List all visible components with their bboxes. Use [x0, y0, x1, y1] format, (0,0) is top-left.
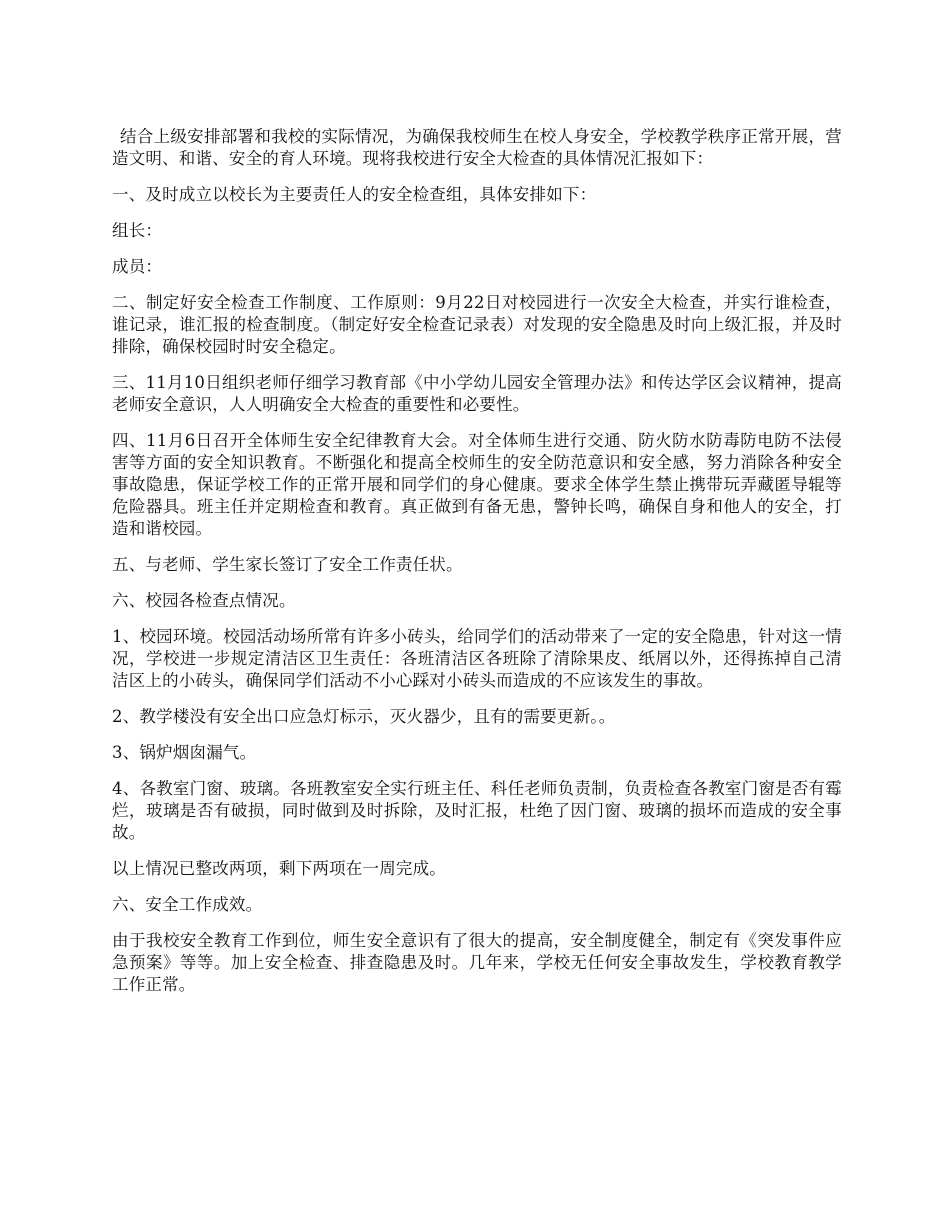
rectification-status: 以上情况已整改两项，剩下两项在一周完成。 [112, 859, 446, 878]
section-3-paragraph: 三、11月10日组织老师仔细学习教育部《中小学幼儿园安全管理办法》和传达学区会议精神，提高老师安全意识，人人明确安全大检查的重要性和必要性。 [112, 373, 842, 414]
document-body [112, 126, 842, 1010]
section-2-paragraph: 二、制定好安全检查工作制度、工作原则：9月22日对校园进行一次安全大检查，并实行谁检查，谁记录，谁汇报的检查制度。（制定好安全检查记录表）对发现的安全隐患及时向上级汇报，并及时排除，确保校园时时安全稳定。 [112, 293, 842, 356]
section-4-paragraph: 四、11月6日召开全体师生安全纪律教育大会。对全体师生进行交通、防火防水防毒防电防不法侵害等方面的安全知识教育。不断强化和提高全校师生的安全防范意识和安全感，努力消除各种安全事故隐患，保证学校工作的正常开展和同学们的身心健康。要求全体学生禁止携带玩弄藏匿导辊等危险器具。班主任并定期检查和教育。真正做到有备无患，警钟长鸣，确保自身和他人的安全，打造和谐校园。 [112, 431, 842, 538]
checkpoint-4-paragraph: 4、各教室门窗、玻璃。各班教室安全实行班主任、科任老师负责制，负责检查各教室门窗是否有霉烂，玻璃是否有破损，同时做到及时拆除，及时汇报，杜绝了因门窗、玻璃的损坏而造成的安全事故。 [112, 779, 842, 842]
section-5-paragraph: 五、与老师、学生家长签订了安全工作责任状。 [112, 555, 463, 574]
group-leader-line: 组长： [112, 221, 163, 240]
section-6-heading: 六、校园各检查点情况。 [112, 591, 296, 610]
intro-paragraph: 结合上级安排部署和我校的实际情况，为确保我校师生在校人身安全，学校教学秩序正常开展，营造文明、和谐、安全的育人环境。现将我校进行安全大检查的具体情况汇报如下： [112, 127, 842, 168]
group-members-line: 成员： [112, 257, 163, 276]
checkpoint-2-paragraph: 2、教学楼没有安全出口应急灯标示，灭火器少，且有的需要更新。。 [112, 707, 616, 726]
results-heading: 六、安全工作成效。 [112, 895, 263, 914]
results-paragraph: 由于我校安全教育工作到位，师生安全意识有了很大的提高，安全制度健全，制定有《突发事件应急预案》等等。加上安全检查、排查隐患及时。几年来，学校无任何安全事故发生，学校教育教学工作正常。 [112, 931, 842, 994]
section-1-heading: 一、及时成立以校长为主要责任人的安全检查组，具体安排如下： [112, 185, 597, 204]
checkpoint-1-paragraph: 1、校园环境。校园活动场所常有许多小砖头，给同学们的活动带来了一定的安全隐患，针对这一情况，学校进一步规定清洁区卫生责任：各班清洁区各班除了清除果皮、纸屑以外，还得拣掉自己清洁区上的小砖头，确保同学们活动不小心踩对小砖头而造成的不应该发生的事故。 [112, 627, 842, 690]
checkpoint-3-paragraph: 3、锅炉烟囱漏气。 [112, 743, 257, 762]
